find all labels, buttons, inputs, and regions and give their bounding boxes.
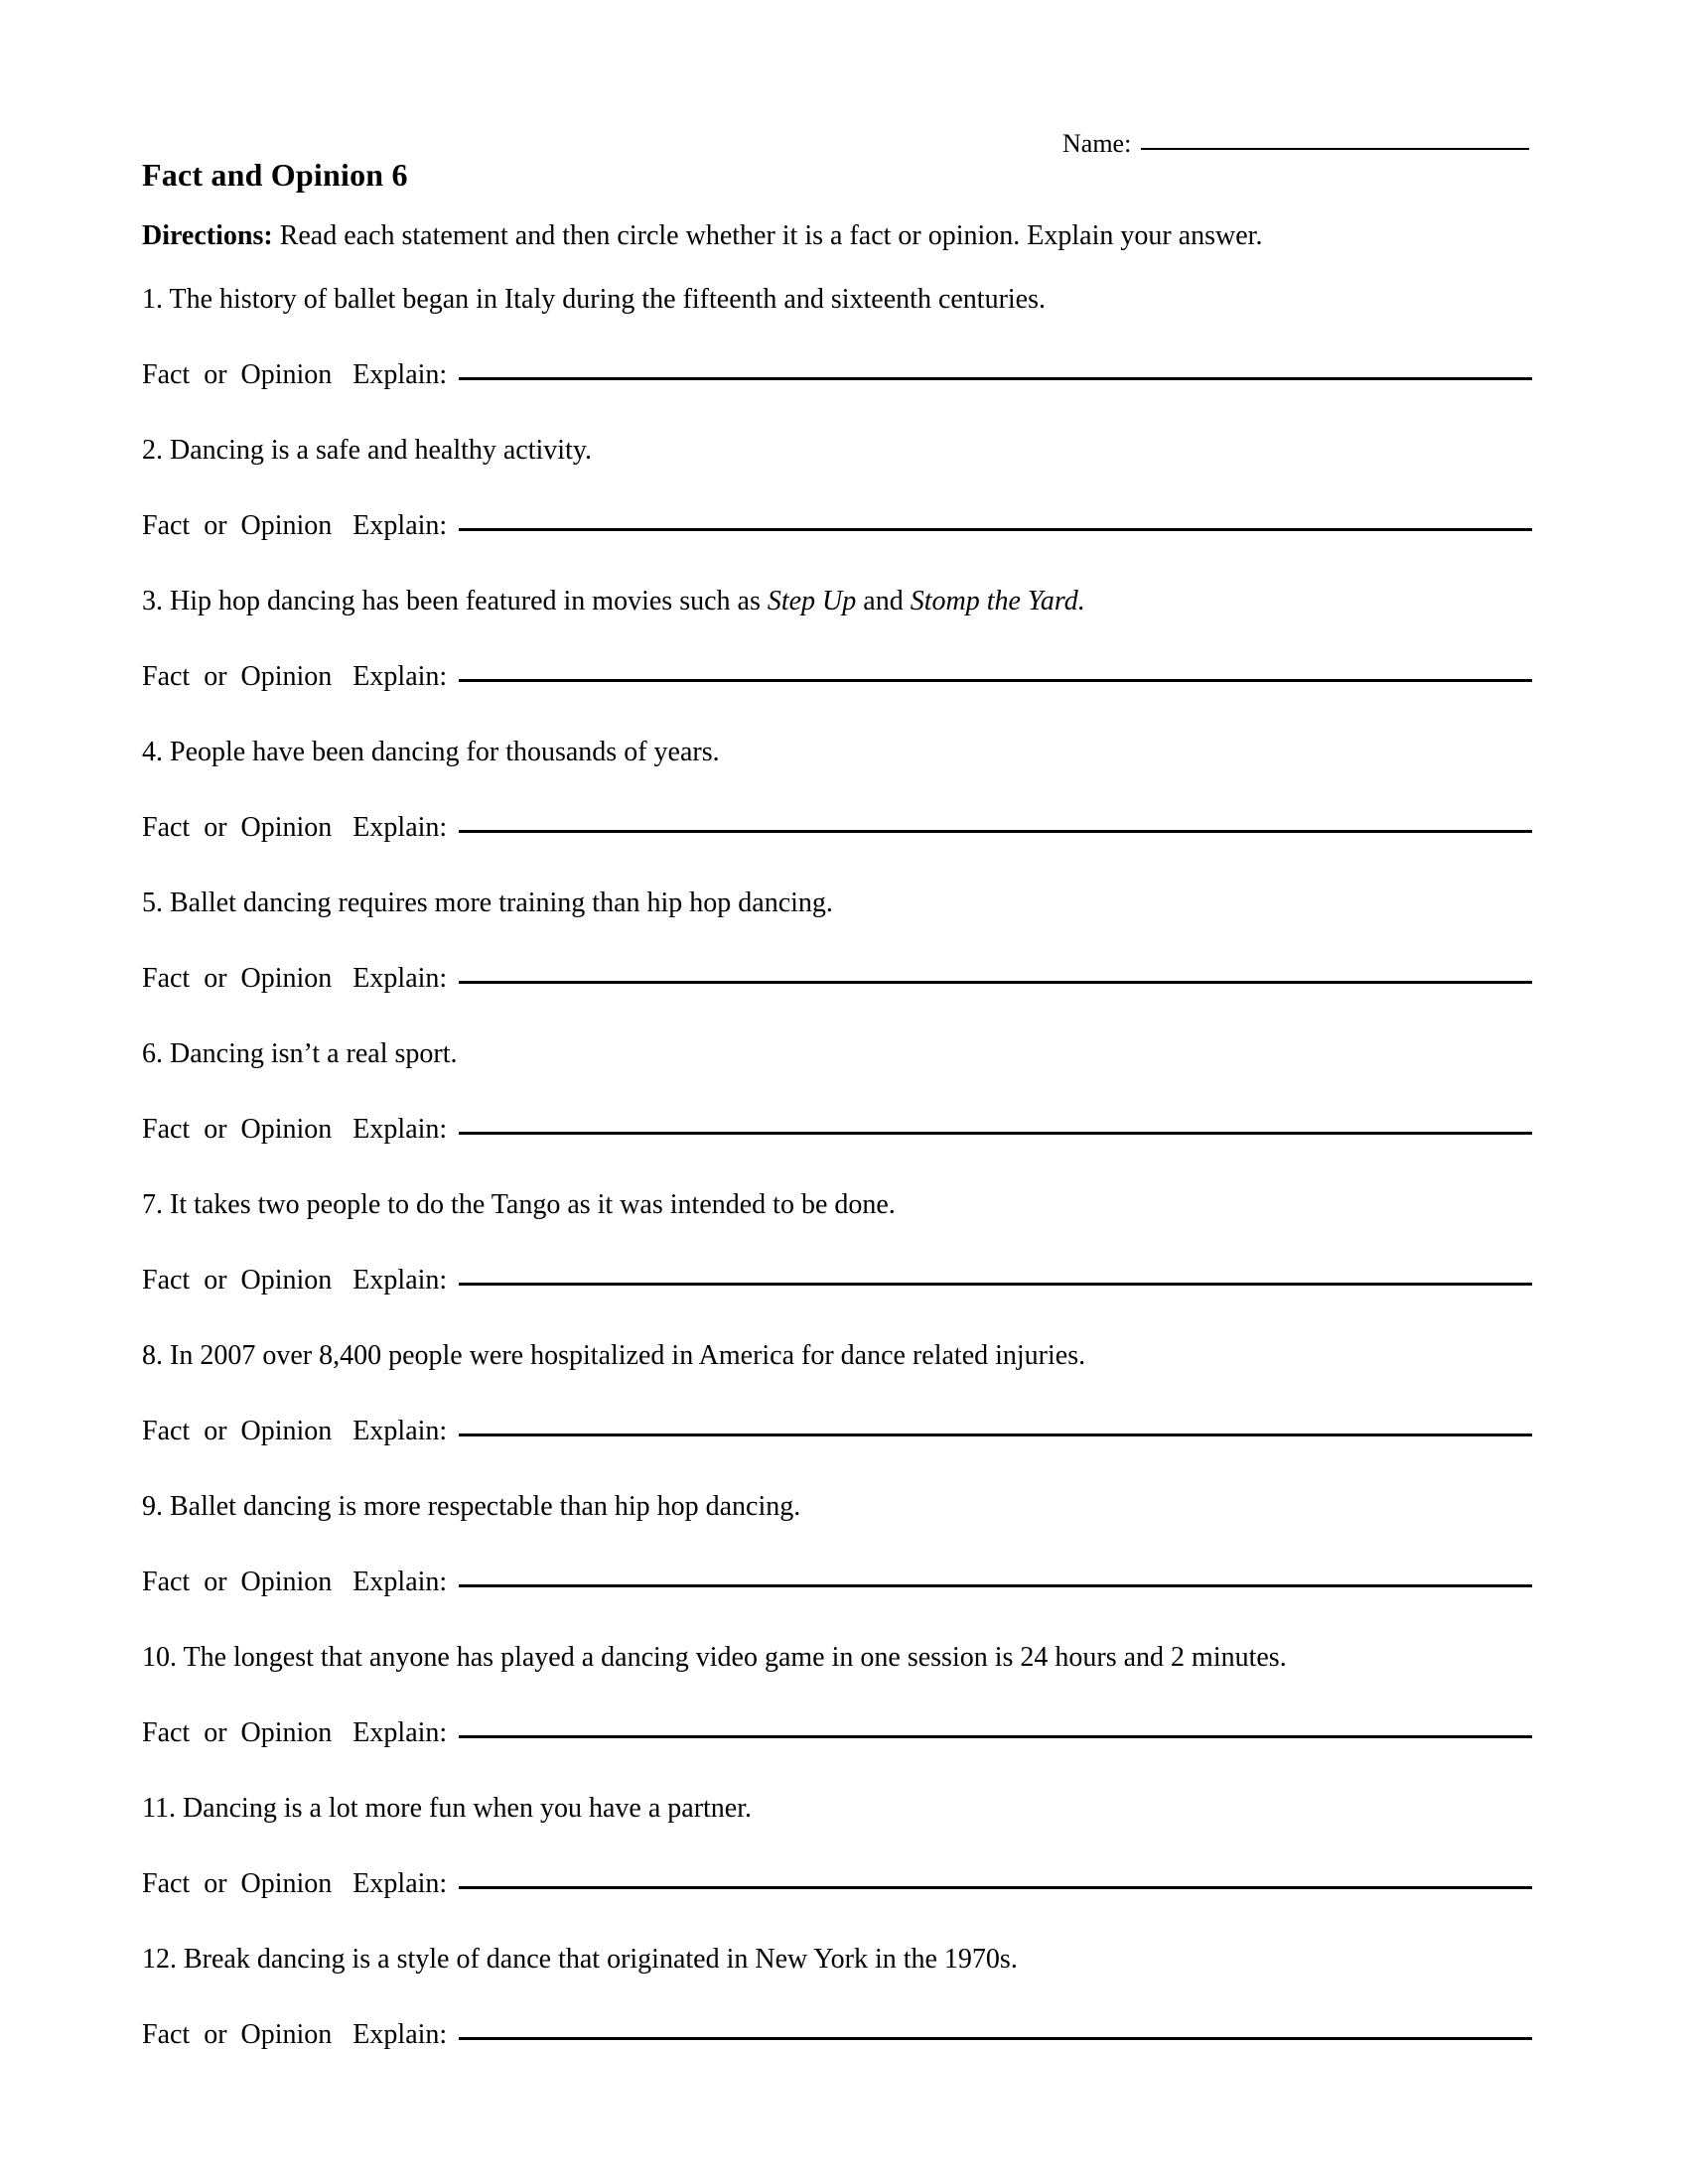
answer-row: [142, 964, 1532, 995]
explain-write-in-line[interactable]: [459, 1433, 1532, 1436]
movie-title-step-up: Step Up: [767, 586, 857, 616]
answer-row: [142, 2020, 1532, 2051]
directions-text: Read each statement and then circle whether it is a fact or opinion. Explain your answer.: [272, 220, 1263, 251]
question-text: 11. Dancing is a lot more fun when you have a partner.: [142, 1793, 753, 1824]
explain-write-in-line[interactable]: [459, 829, 1532, 833]
fact-or-opinion-explain-label[interactable]: Fact or Opinion Explain:: [142, 1265, 448, 1296]
answer-row: [142, 1568, 1532, 1598]
question-text-part: and: [856, 586, 911, 616]
question-block: [142, 738, 1532, 888]
question-text: 5. Ballet dancing requires more training than hip hop dancing.: [142, 887, 833, 918]
fact-or-opinion-explain-label[interactable]: Fact or Opinion Explain:: [142, 1567, 448, 1597]
fact-or-opinion-explain-label[interactable]: Fact or Opinion Explain:: [142, 510, 448, 541]
explain-write-in-line[interactable]: [459, 980, 1532, 984]
question-text: 1. The history of ballet began in Italy during the fifteenth and sixteenth centuries.: [142, 284, 1046, 315]
fact-or-opinion-explain-label[interactable]: Fact or Opinion Explain:: [142, 1868, 448, 1899]
fact-or-opinion-explain-label[interactable]: Fact or Opinion Explain:: [142, 661, 448, 692]
fact-or-opinion-explain-label[interactable]: Fact or Opinion Explain:: [142, 1114, 448, 1145]
explain-write-in-line[interactable]: [459, 2036, 1532, 2040]
answer-row: [142, 1115, 1532, 1146]
name-field-row: [1062, 131, 1529, 157]
fact-or-opinion-explain-label[interactable]: Fact or Opinion Explain:: [142, 1416, 448, 1446]
fact-or-opinion-explain-label[interactable]: Fact or Opinion Explain:: [142, 812, 448, 843]
question-text: 2. Dancing is a safe and healthy activity.: [142, 435, 593, 466]
answer-row: [142, 662, 1532, 693]
question-block: [142, 1341, 1532, 1492]
page-title: Fact and Opinion 6: [142, 157, 408, 193]
explain-write-in-line[interactable]: [459, 1131, 1532, 1135]
explain-write-in-line[interactable]: [459, 1583, 1532, 1587]
answer-row: [142, 511, 1532, 542]
question-block: [142, 888, 1532, 1039]
question-block: [142, 1643, 1532, 1794]
fact-or-opinion-explain-label[interactable]: Fact or Opinion Explain:: [142, 359, 448, 390]
answer-row: [142, 1417, 1532, 1447]
question-block: [142, 1039, 1532, 1190]
name-write-in-line[interactable]: [1141, 147, 1529, 150]
fact-or-opinion-explain-label[interactable]: Fact or Opinion Explain:: [142, 963, 448, 994]
explain-write-in-line[interactable]: [459, 376, 1532, 380]
answer-row: [142, 1266, 1532, 1297]
question-list: [142, 285, 1532, 2096]
directions-paragraph: [142, 220, 1262, 252]
question-block: [142, 436, 1532, 587]
answer-row: [142, 813, 1532, 844]
question-text: 7. It takes two people to do the Tango as it was intended to be done.: [142, 1189, 896, 1220]
question-text: 4. People have been dancing for thousands of years.: [142, 737, 720, 767]
explain-write-in-line[interactable]: [459, 678, 1532, 682]
explain-write-in-line[interactable]: [459, 1885, 1532, 1889]
answer-row: [142, 1869, 1532, 1900]
question-block: [142, 285, 1532, 436]
answer-row: [142, 1718, 1532, 1749]
question-text: 9. Ballet dancing is more respectable than hip hop dancing.: [142, 1491, 801, 1522]
question-text-part: 3. Hip hop dancing has been featured in movies such as: [142, 586, 768, 616]
question-block: [142, 1492, 1532, 1643]
question-text: 10. The longest that anyone has played a dancing video game in one session is 24 hours and 2 minutes.: [142, 1642, 1287, 1673]
explain-write-in-line[interactable]: [459, 1282, 1532, 1286]
question-block: [142, 587, 1532, 738]
question-text: [142, 587, 1085, 617]
question-block: [142, 1945, 1532, 2096]
question-text: 12. Break dancing is a style of dance that originated in New York in the 1970s.: [142, 1944, 1018, 1975]
explain-write-in-line[interactable]: [459, 1734, 1532, 1738]
directions-lead-label: Directions:: [142, 220, 273, 251]
movie-title-stomp-the-yard: Stomp the Yard.: [910, 586, 1085, 616]
question-block: [142, 1190, 1532, 1341]
fact-or-opinion-explain-label[interactable]: Fact or Opinion Explain:: [142, 1717, 448, 1748]
explain-write-in-line[interactable]: [459, 527, 1532, 531]
name-label: Name:: [1062, 129, 1132, 158]
question-text: 6. Dancing isn’t a real sport.: [142, 1038, 458, 1069]
question-block: [142, 1794, 1532, 1945]
answer-row: [142, 360, 1532, 391]
question-text: 8. In 2007 over 8,400 people were hospitalized in America for dance related injuries.: [142, 1340, 1086, 1371]
fact-or-opinion-explain-label[interactable]: Fact or Opinion Explain:: [142, 2019, 448, 2050]
